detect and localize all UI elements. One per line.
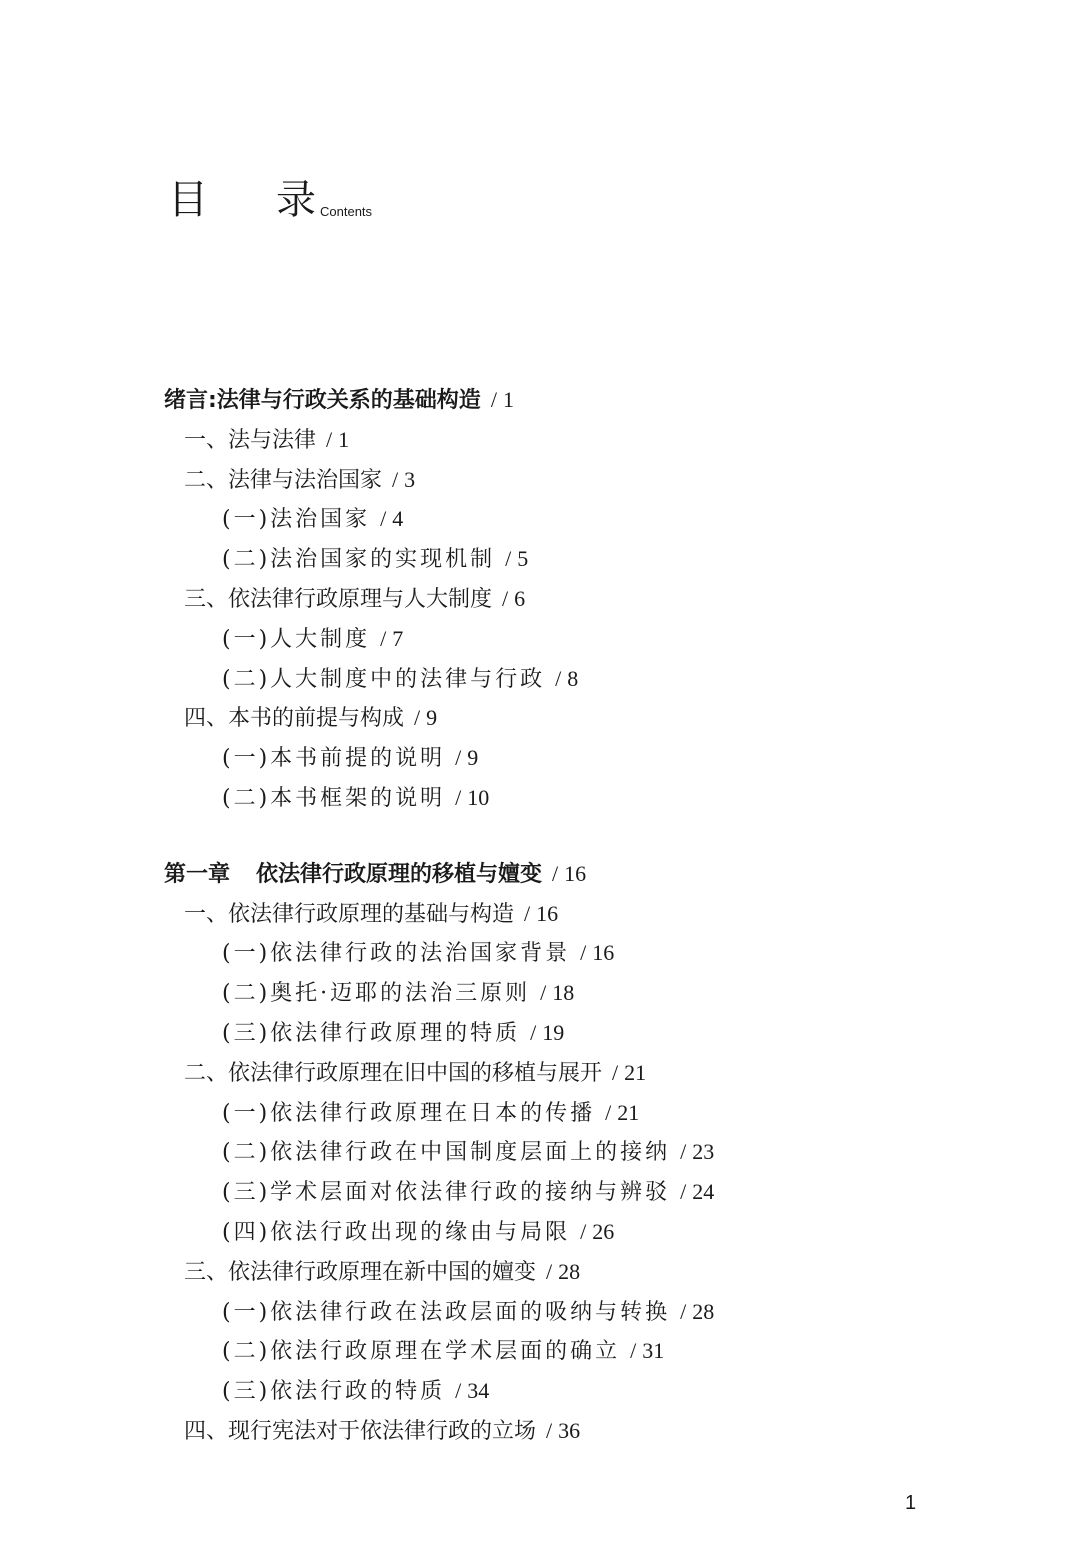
- toc-entry-title: 绪言:法律与行政关系的基础构造: [164, 388, 481, 413]
- toc-entry-title: 三、依法律行政原理与人大制度: [184, 587, 493, 612]
- toc-entry-title: (一)本书前提的说明: [222, 746, 446, 771]
- toc-entry-title: (二)依法行政原理在学术层面的确立: [222, 1339, 621, 1364]
- toc-entry-title: (一)人大制度: [222, 627, 371, 652]
- toc-subsection-entry[interactable]: [222, 1371, 489, 1411]
- toc-section-entry[interactable]: [184, 698, 437, 738]
- toc-page-number: 34: [467, 1378, 490, 1403]
- toc-page-number: 3: [404, 467, 416, 492]
- toc-separator: /: [680, 1179, 687, 1204]
- toc-separator: /: [455, 1378, 462, 1403]
- toc-separator: /: [552, 861, 559, 886]
- toc-entry-title: 一、依法律行政原理的基础与构造: [184, 902, 515, 927]
- toc-page-number: 16: [592, 940, 615, 965]
- toc-page-number: 36: [558, 1418, 581, 1443]
- toc-separator: /: [540, 980, 547, 1005]
- toc-page-number: 21: [624, 1060, 647, 1085]
- toc-section-entry[interactable]: [184, 460, 415, 500]
- toc-section-entry[interactable]: [184, 1252, 580, 1292]
- toc-separator: /: [380, 626, 387, 651]
- toc-page-number: 16: [564, 861, 587, 886]
- toc-page-number: 7: [392, 626, 404, 651]
- toc-subsection-entry[interactable]: [222, 1013, 564, 1053]
- toc-separator: /: [326, 427, 333, 452]
- toc-entry-title: (一)依法律行政在法政层面的吸纳与转换: [222, 1300, 671, 1325]
- toc-entry-title: (二)依法律行政在中国制度层面上的接纳: [222, 1140, 671, 1165]
- toc-separator: /: [546, 1418, 553, 1443]
- title-char-mu: 目: [168, 177, 208, 223]
- toc-entry-title: (四)依法行政出现的缘由与局限: [222, 1220, 571, 1245]
- toc-subsection-entry[interactable]: [222, 1331, 664, 1371]
- toc-separator: /: [414, 705, 421, 730]
- toc-separator: /: [524, 901, 531, 926]
- toc-page-number: 21: [617, 1100, 640, 1125]
- toc-separator: /: [505, 546, 512, 571]
- toc-subsection-entry[interactable]: [222, 619, 403, 659]
- toc-separator: /: [580, 1219, 587, 1244]
- toc-subsection-entry[interactable]: [222, 1093, 639, 1133]
- toc-page-number: 18: [552, 980, 575, 1005]
- toc-page-number: 26: [592, 1219, 615, 1244]
- title-english: Contents: [320, 204, 373, 219]
- toc-chapter-entry[interactable]: [164, 854, 586, 894]
- toc-page-number: 9: [426, 705, 438, 730]
- page-title: [168, 170, 372, 230]
- toc-separator: /: [580, 940, 587, 965]
- toc-section-entry[interactable]: [184, 894, 558, 934]
- toc-separator: /: [392, 467, 399, 492]
- toc-subsection-entry[interactable]: [222, 1172, 714, 1212]
- page-number: 1: [905, 1492, 917, 1514]
- toc-subsection-entry[interactable]: [222, 973, 574, 1013]
- toc-separator: /: [612, 1060, 619, 1085]
- toc-separator: /: [555, 666, 562, 691]
- toc-entry-title: (三)学术层面对依法律行政的接纳与辨驳: [222, 1180, 671, 1205]
- toc-subsection-entry[interactable]: [222, 933, 614, 973]
- toc-separator: /: [490, 387, 497, 412]
- toc-entry-title: (二)奥托·迈耶的法治三原则: [222, 981, 531, 1006]
- toc-subsection-entry[interactable]: [222, 738, 478, 778]
- toc-entry-title: (一)法治国家: [222, 507, 371, 532]
- toc-page-number: 10: [467, 785, 490, 810]
- toc-subsection-entry[interactable]: [222, 1132, 714, 1172]
- toc-page-number: 9: [467, 745, 479, 770]
- toc-subsection-entry[interactable]: [222, 1292, 714, 1332]
- toc-separator: /: [680, 1299, 687, 1324]
- toc-page-number: 8: [567, 666, 579, 691]
- toc-page-number: 28: [558, 1259, 581, 1284]
- toc-separator: /: [630, 1338, 637, 1363]
- toc-entry-title: (二)本书框架的说明: [222, 786, 446, 811]
- toc-entry-title: (一)依法律行政原理在日本的传播: [222, 1101, 596, 1126]
- toc-chapter-number: 第一章: [164, 862, 231, 887]
- toc-page-number: 19: [542, 1020, 565, 1045]
- toc-page-number: 5: [517, 546, 529, 571]
- toc-section-entry[interactable]: [184, 579, 525, 619]
- toc-subsection-entry[interactable]: [222, 659, 578, 699]
- toc-entry-title: (三)依法律行政原理的特质: [222, 1021, 521, 1046]
- toc-entry-title: 四、本书的前提与构成: [184, 706, 405, 731]
- toc-separator: /: [530, 1020, 537, 1045]
- toc-separator: /: [502, 586, 509, 611]
- toc-entry-title: 一、法与法律: [184, 428, 317, 453]
- toc-section-entry[interactable]: [184, 1411, 580, 1451]
- toc-entry-title: (三)依法行政的特质: [222, 1379, 446, 1404]
- toc-subsection-entry[interactable]: [222, 539, 528, 579]
- toc-entry-title: 二、法律与法治国家: [184, 468, 383, 493]
- toc-entry-title: (二)法治国家的实现机制: [222, 547, 496, 572]
- toc-subsection-entry[interactable]: [222, 778, 489, 818]
- title-char-lu: 录: [276, 177, 316, 223]
- toc-entry-title: (一)依法律行政的法治国家背景: [222, 941, 571, 966]
- toc-page-number: 28: [692, 1299, 715, 1324]
- toc-entry-title: 二、依法律行政原理在旧中国的移植与展开: [184, 1061, 603, 1086]
- toc-page-number: 1: [502, 387, 514, 412]
- toc-section-entry[interactable]: [184, 1053, 646, 1093]
- toc-page-number: 4: [392, 506, 404, 531]
- toc-entry-title: 四、现行宪法对于依法律行政的立场: [184, 1419, 537, 1444]
- toc-separator: /: [455, 785, 462, 810]
- toc-page-number: 23: [692, 1139, 715, 1164]
- toc-separator: /: [455, 745, 462, 770]
- toc-separator: /: [546, 1259, 553, 1284]
- toc-section-entry[interactable]: [184, 420, 349, 460]
- toc-separator: /: [680, 1139, 687, 1164]
- toc-entry-title: 三、依法律行政原理在新中国的嬗变: [184, 1260, 537, 1285]
- toc-entry-title: 依法律行政原理的移植与嬗变: [256, 862, 543, 887]
- toc-subsection-entry[interactable]: [222, 1212, 614, 1252]
- toc-page-number: 1: [338, 427, 350, 452]
- toc-entry-title: (二)人大制度中的法律与行政: [222, 667, 546, 692]
- toc-separator: /: [605, 1100, 612, 1125]
- toc-page-number: 6: [514, 586, 526, 611]
- toc-separator: /: [380, 506, 387, 531]
- toc-page-number: 24: [692, 1179, 715, 1204]
- toc-page-number: 16: [536, 901, 559, 926]
- toc-subsection-entry[interactable]: [222, 499, 403, 539]
- toc-page-number: 31: [642, 1338, 665, 1363]
- toc-chapter-entry[interactable]: [164, 380, 514, 420]
